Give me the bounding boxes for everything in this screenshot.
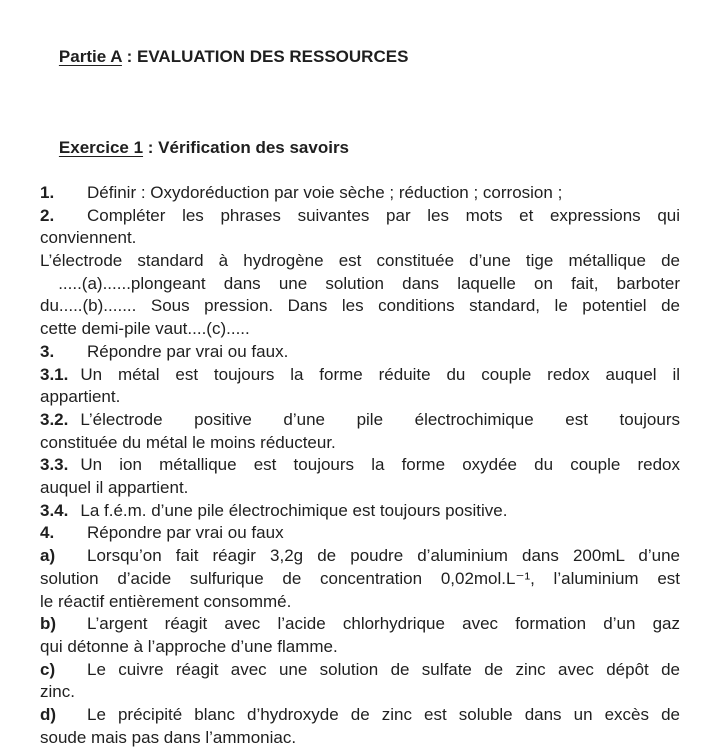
exercise-heading-label: Exercice 1 (58, 137, 144, 157)
line-text: du.....(b)....... Sous pression. Dans les conditions standard, le potentiel de (40, 296, 680, 316)
line-text: .....(a)......plongeant dans une solution dans laquelle on fait, barboter (40, 273, 680, 293)
item-marker: 3.3. (40, 455, 69, 475)
part-heading-label: Partie A (58, 46, 122, 66)
line-text: Répondre par vrai ou faux. (87, 341, 289, 361)
doc-line (40, 205, 680, 228)
doc-line (40, 182, 680, 205)
line-text: soude mais pas dans l’ammoniac. (40, 727, 297, 747)
line-text: auquel il appartient. (40, 478, 189, 498)
line-text: Définir : Oxydoréduction par voie sèche ; réduction ; corrosion ; (87, 182, 563, 202)
line-text: cette demi-pile vaut....(c)..... (40, 319, 250, 339)
doc-line (40, 364, 680, 387)
item-marker: d) (40, 705, 57, 725)
item-marker: 3. (40, 341, 55, 361)
exercise-heading (40, 114, 680, 182)
item-marker: 3.2. (40, 409, 69, 429)
line-text: solution d’acide sulfurique de concentration 0,02mol.L⁻¹, l’aluminium est (40, 568, 680, 588)
item-marker: 3.4. (40, 500, 69, 520)
exercise-heading-title: : Vérification des savoirs (143, 137, 350, 157)
doc-line (40, 341, 680, 364)
line-text: La f.é.m. d’une pile électrochimique est toujours positive. (80, 500, 508, 520)
doc-line (40, 295, 680, 318)
doc-line (40, 432, 680, 455)
line-text: le réactif entièrement consommé. (40, 591, 292, 611)
line-text: zinc. (40, 682, 75, 702)
doc-line (40, 681, 680, 704)
item-marker: 1. (40, 182, 55, 202)
line-text: Lorsqu’on fait réagir 3,2g de poudre d’aluminium dans 200mL d’une (87, 546, 680, 566)
item-marker: 2. (40, 205, 55, 225)
item-marker: b) (40, 614, 57, 634)
part-heading (40, 23, 680, 91)
doc-line (40, 454, 680, 477)
line-text: L’argent réagit avec l’acide chlorhydrique avec formation d’un gaz (87, 614, 680, 634)
document-lines (40, 182, 680, 749)
item-marker: 4. (40, 523, 55, 543)
doc-line (40, 273, 680, 296)
line-text: qui détonne à l’approche d’une flamme. (40, 636, 338, 656)
line-text: Répondre par vrai ou faux (87, 523, 284, 543)
line-text: appartient. (40, 387, 121, 407)
line-text: Un métal est toujours la forme réduite du couple redox auquel il (80, 364, 680, 384)
line-text: conviennent. (40, 228, 137, 248)
part-heading-title: : EVALUATION DES RESSOURCES (121, 46, 409, 66)
line-text: L’électrode standard à hydrogène est constituée d’une tige métallique de (40, 251, 680, 271)
line-text: Compléter les phrases suivantes par les mots et expressions qui (87, 205, 680, 225)
doc-line (40, 522, 680, 545)
doc-line (40, 727, 680, 749)
item-marker: c) (40, 659, 56, 679)
doc-line (40, 318, 680, 341)
line-text: Un ion métallique est toujours la forme oxydée du couple redox (80, 455, 680, 475)
item-marker: a) (40, 546, 56, 566)
doc-line (40, 409, 680, 432)
doc-line (40, 636, 680, 659)
doc-line (40, 477, 680, 500)
doc-line (40, 500, 680, 523)
line-text: constituée du métal le moins réducteur. (40, 432, 336, 452)
doc-line (40, 545, 680, 568)
doc-line (40, 704, 680, 727)
line-text: Le précipité blanc d’hydroxyde de zinc est soluble dans un excès de (87, 705, 680, 725)
doc-line (40, 613, 680, 636)
doc-line (40, 568, 680, 591)
doc-line (40, 250, 680, 273)
line-text: L’électrode positive d’une pile électrochimique est toujours (80, 409, 680, 429)
doc-line (40, 386, 680, 409)
doc-line (40, 227, 680, 250)
doc-line (40, 591, 680, 614)
doc-line (40, 659, 680, 682)
line-text: Le cuivre réagit avec une solution de sulfate de zinc avec dépôt de (87, 659, 680, 679)
item-marker: 3.1. (40, 364, 69, 384)
